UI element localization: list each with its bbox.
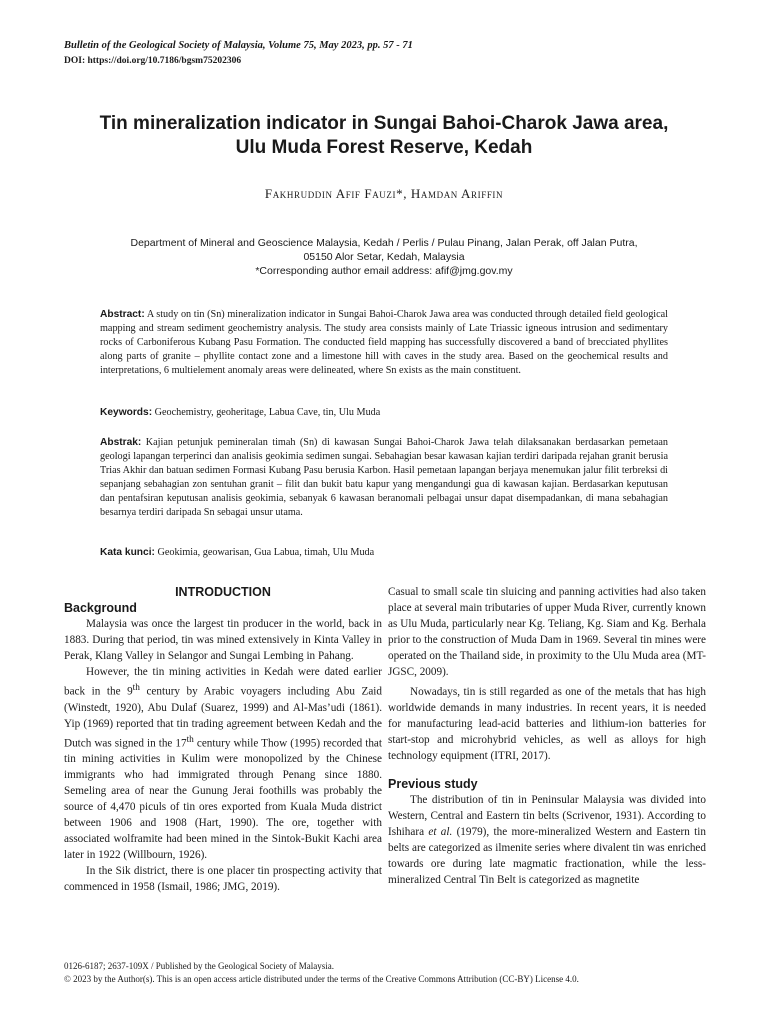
- paragraph: However, the tin mining activities in Kedah were dated earlier back in the 9th century by Arabic voyagers including Abu Zaid (Winstedt, 1920), Abu Dulaf (Suarez, 1999) and Al-Mas’udi (1861). Yip (1969) reported that tin trading agreement between Kedah and the Dutch was signed in the 17th century while Thow (1995) recorded that tin mining activities in Kulim were monopolized by the Chinese immigrants who had immigrated through Penang since 1880. Semeling area of near the Gunung Jerai foothills was probably the source of 4,470 piculs of tin ores exported from Kuala Muda district between 1906 and 1908 (Hart, 1990). The ore, together with associated wolframite had been mined in the Sintok-Bukit Kachi area later in 1922 (Willbourn, 1926).: [64, 666, 382, 862]
- kata-kunci: [100, 546, 668, 560]
- right-column: [388, 584, 706, 888]
- affiliation-line-2: 05150 Alor Setar, Kedah, Malaysia: [303, 251, 465, 263]
- corresponding-email[interactable]: *Corresponding author email address: afif@jmg.gov.my: [255, 265, 513, 277]
- abstract-label: Abstract:: [100, 309, 145, 320]
- license-line: © 2023 by the Author(s). This is an open access article distributed under the terms of the Creative Commons Attribution (CC-BY) License 4.0.: [64, 974, 579, 984]
- paragraph: Casual to small scale tin sluicing and panning activities had also taken place at several main tributaries of upper Muda River, currently known as Ulu Muda, particularly near Kg. Teliang, Kg. Siam and Kg. Berhala prior to the construction of Muda Dam in 1969. Several tin mines were operated on the Thailand side, in proximity to the Ulu Muda area (MT-JGSC, 2009).: [388, 586, 706, 678]
- kata-kunci-label: Kata kunci:: [100, 547, 155, 558]
- abstract-text: A study on tin (Sn) mineralization indicator in Sungai Bahoi-Charok Jawa area was conducted through detailed field geological mapping and stream sediment geochemistry analysis. The study area consists mainly of Late Triassic igneous intrusion and sedimentary rocks of Carboniferous Kubang Pasu Formation. The conducted field mapping has successfully discovered a band of brecciated phyllites along parts of granite – phyllite contact zone and a limestone hill with caves in the study area. Based on the geochemical results and interpretations, 6 multielement anomaly areas were delineated, where Sn exists as the main constituent.: [100, 309, 668, 376]
- abstrak: [100, 436, 668, 520]
- author-list: Fakhruddin Afif Fauzi*, Hamdan Ariffin: [264, 186, 504, 201]
- title-line-2: Ulu Muda Forest Reserve, Kedah: [235, 137, 533, 158]
- kata-kunci-text: Geokimia, geowarisan, Gua Labua, timah, Ulu Muda: [157, 547, 375, 558]
- subheading-background: Background: [64, 601, 137, 615]
- doi-line[interactable]: DOI: https://doi.org/10.7186/bgsm75202306: [64, 56, 242, 66]
- abstrak-text: Kajian petunjuk pemineralan timah (Sn) di kawasan Sungai Bahoi-Charok Jawa telah dilaksanakan berdasarkan pemetaan geologi lapangan terperinci dan analisis geokimia sedimen sungai. Sebahagian besar kawasan kajian terdiri daripada rejahan granit berusia Trias Akhir dan batuan sedimen Formasi Kubang Pasu berusia Karbon. Hasil pemetaan lapangan berjaya menemukan jalur filit terbreksi di sepanjang sebahagian zon sentuhan granit – filit dan bukit batu kapur yang mengandungi gua di kawasan kajian. Berdasarkan keputusan dan pentafsiran keputusan analisis geokimia, sebanyak 6 kawasan beranomali pelbagai unsur dapat disempadankan, di mana sebahagian besarnya terdiri daripada Sn sebagai unsur utama.: [100, 437, 669, 518]
- paragraph: Nowadays, tin is still regarded as one of the metals that has high worldwide demands in many industries. In recent years, it is needed for manufacturing lead-acid batteries and lithium-ion batteries for start-stop and microhybrid vehicles, as well as alloys for high technology equipment (ITRI, 2017).: [388, 686, 706, 762]
- abstract: [100, 308, 668, 378]
- keywords-label: Keywords:: [100, 407, 153, 418]
- issn-line: 0126-6187; 2637-109X / Published by the Geological Society of Malaysia.: [64, 961, 334, 971]
- title-line-1: Tin mineralization indicator in Sungai Bahoi-Charok Jawa area,: [99, 113, 669, 134]
- left-column: [64, 584, 382, 895]
- paper-title: [0, 112, 768, 160]
- affiliation-line-1: Department of Mineral and Geoscience Malaysia, Kedah / Perlis / Pulau Pinang, Jalan Perak, off Jalan Putra,: [130, 237, 638, 249]
- subheading-previous-study: Previous study: [388, 777, 478, 791]
- paragraph: In the Sik district, there is one placer tin prospecting activity that commenced in 1958 (Ismail, 1986; JMG, 2019).: [64, 865, 382, 894]
- paragraph: The distribution of tin in Peninsular Malaysia was divided into Western, Central and Eastern tin belts (Scrivenor, 1931). According to Ishihara et al. (1979), the more-mineralized Western and Eastern tin belts are categorized as ilmenite series where divalent tin was enriched towards ore during late magmatic fractionation, while the less-mineralized Central Tin Belt is categorized as magnetite: [388, 794, 706, 886]
- section-heading-introduction: INTRODUCTION: [175, 585, 271, 599]
- page-footer: [64, 960, 579, 986]
- keywords-text: Geochemistry, geoheritage, Labua Cave, tin, Ulu Muda: [154, 407, 381, 418]
- keywords: [100, 406, 668, 420]
- abstrak-label: Abstrak:: [100, 437, 142, 448]
- affiliation: [64, 236, 704, 278]
- paragraph: Malaysia was once the largest tin producer in the world, back in 1883. During that period, tin was mined extensively in Kinta Valley in Perak, Klang Valley in Selangor and Sungai Lembing in Pahang.: [64, 618, 382, 662]
- journal-citation: Bulletin of the Geological Society of Malaysia, Volume 75, May 2023, pp. 57 - 71: [64, 40, 413, 51]
